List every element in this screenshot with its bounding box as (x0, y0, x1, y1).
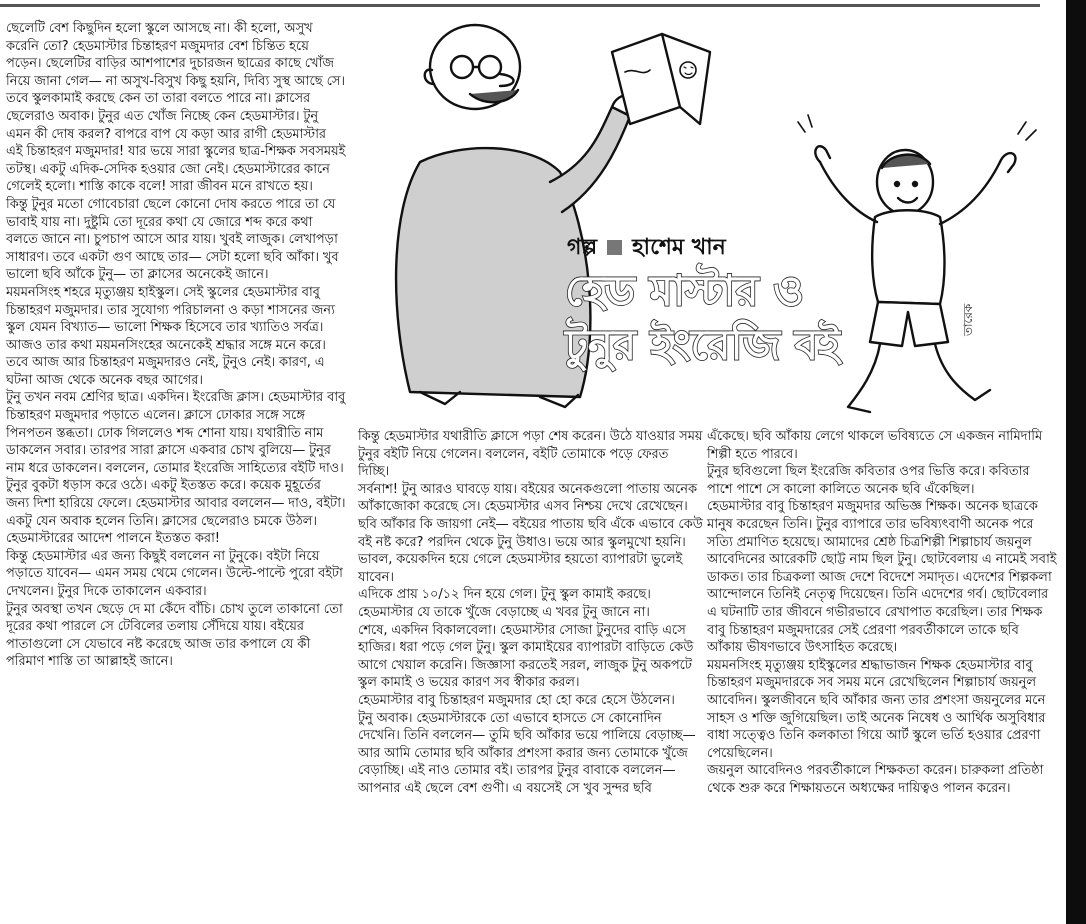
paragraph: টুনুর অবস্থা তখন ছেড়ে দে মা কেঁদে বাঁচি। চোখ তুলে তাকানো তো দূরের কথা পারলে সে টেবিলের তলায় সেঁদিয়ে যায়। বইয়ের পাতাগুলো সে যেভাবে নষ্ট করেছে আজ তার কপালে যে কী পরিমাণ শাস্তি তা আল্লাহই জানে। (6, 601, 343, 670)
paragraph: হেডমাস্টার বাবু চিন্তাহরণ মজুমদার হো হো করে হেসে উঠলেন। (358, 692, 675, 708)
paragraph: এদিকে প্রায় ১০/১২ দিন হয়ে গেল। টুনু স্কুল কামাই করছে। হেডমাস্টার যে তাকে খুঁজে বেড়াচ্ছে এ খবর টুনু জানে না। (358, 587, 651, 620)
paragraph: সর্বনাশ! টুনু আরও ঘাবড়ে যায়। বইয়ের অনেকগুলো পাতায় অনেক আঁকাজোকা করেছে সে। হেডমাস্টার এসব নিশ্চয় দেখে রেখেছেন। ছবি আঁকার কি জায়গা নেই— বইয়ের পাতায় ছবি এঁকে এভাবে কেউ বই নষ্ট করে? পরদিন থেকে টুনু উধাও। ভয়ে আর স্কুলমুখো হয়নি। ভাবল, কয়েকদিন হয়ে গেলে হেডমাস্টার হয়তো ব্যাপারটা ভুলেই যাবেন। (358, 481, 703, 585)
paragraph: ময়মনসিংহ শহরে মৃত্যুঞ্জয় হাইস্কুল। সেই স্কুলের হেডমাস্টার বাবু চিন্তাহরণ মজুমদার। তার সুযোগ্য পরিচালনা ও কড়া শাসনের জন্য স্কুল যেমন বিখ্যাত— ভালো শিক্ষক হিসেবে তার খ্যাতিও সর্বত্র। আজও তার কথা ময়মনসিংহের অনেকেই শ্রদ্ধার সঙ্গে মনে করে। তবে আজ আর চিন্তাহরণ মজুমদারও নেই, টুনুও নেই। কারণ, এ ঘটনা আজ থেকে অনেক বছর আগের। (6, 284, 335, 388)
paragraph: জয়নুল আবেদিনও পরবর্তীকালে শিক্ষকতা করেন। চারুকলা প্রতিষ্ঠা থেকে শুরু করে শিক্ষায়তনে অধ্যক্ষের দায়িত্বও পালন করেন। (707, 763, 1044, 796)
story-title-line-1: হেড মাস্টার ও (565, 266, 805, 315)
top-rule (0, 4, 1040, 7)
paragraph: কিন্তু হেডমাস্টার এর জন্য কিছুই বললেন না টুনুকে। বইটা নিয়ে পড়াতে যাবেন— এমন সময় থেমে গেলেন। উল্টে-পাল্টে পুরো বইটা দেখলেন। টুনুর দিকে তাকালেন একবার। (6, 548, 343, 599)
paragraph: এঁকেছে। ছবি আঁকায় লেগে থাকলে ভবিষ্যতে সে একজন নামিদামি শিল্পী হতে পারবে। (707, 429, 1043, 462)
byline (567, 230, 726, 267)
paragraph: ময়মনসিংহ মৃত্যুঞ্জয় হাইস্কুলের শ্রদ্ধাভাজন শিক্ষক হেডমাস্টার বাবু চিন্তাহরণ মজুমদারকে সব সময় মনে রেখেছিলেন শিল্পাচার্য জয়নুল আবেদিন। স্কুলজীবনে ছবি আঁকার জন্য তার প্রশংসা জয়নুলের মনে সাহস ও শক্তি জুগিয়েছিল। তাই অনেক নিষেধ ও আর্থিক অসুবিধার বাধা সত্ত্বেও তিনি কলকাতা গিয়ে আর্ট স্কুলে ভর্তি হওয়ার প্রেরণা পেয়েছিলেন। (707, 657, 1046, 761)
column-3 (707, 428, 1057, 797)
column-2 (358, 428, 703, 797)
paragraph: টুনু তখন নবম শ্রেণির ছাত্র। একদিন। ইংরেজি ক্লাস। হেডমাস্টার বাবু চিন্তাহরণ মজুমদার পড়াতে এলেন। ক্লাসে ঢোকার সঙ্গে সঙ্গে পিনপতন স্তব্ধতা। ঢোক গিললেও শব্দ শোনা যায়। যথারীতি নাম ডাকলেন সবার। তারপর সারা ক্লাসে একবার চোখ বুলিয়ে— টুনুর নাম ধরে ডাকলেন। বললেন, তোমার ইংরেজি সাহিত্যের বইটি দাও। (6, 390, 346, 476)
boy-shirt (872, 210, 944, 304)
paragraph: টুনুর ছবিগুলো ছিল ইংরেজি কবিতার ওপর ভিত্তি করে। কবিতার পাশে পাশে সে কালো কালিতে অনেক ছবি এঁকেছিল। (707, 464, 1030, 497)
paragraph: কিন্তু টুনুর মতো গোবেচারা ছেলে কোনো দোষ করতে পারে তা যে ভাবাই যায় না। দুষ্টুমি তো দূরের কথা যে জোরে শব্দ করে কথা বলতে জানে না। চুপচাপ আসে আর যায়। খুবই লাজুক। লেখাপড়া সাধারণ। তবে একটা গুণ আছে তার— সেটা হলো ছবি আঁকা। খুব ভালো ছবি আঁকে টুনু— তা ক্লাসের অনেকেই জানে। (6, 196, 339, 283)
paragraph: কিন্তু হেডমাস্টার যথারীতি ক্লাসে পড়া শেষ করেন। উঠে যাওয়ার সময় টুনুর বইটি নিয়ে গেলেন। বললেন, বইটি তোমাকে পড়ে ফেরত দিচ্ছি। (358, 429, 703, 480)
headmaster-arm (550, 107, 630, 212)
column-1 (6, 20, 346, 671)
story-title-line-2: টুনুর ইংরেজি বই (565, 320, 841, 369)
separator-square (607, 240, 622, 255)
paragraph: হেডমাস্টার বাবু চিন্তাহরণ মজুমদার অভিজ্ঞ শিক্ষক। অনেক ছাত্রকে মানুষ করেছেন তিনি। টুনুর ব্যাপারে তার ভবিষ্যৎবাণী অনেক পরে সত্যি প্রমাণিত হয়েছে। আমাদের শ্রেষ্ঠ চিত্রশিল্পী শিল্পাচার্য জয়নুল আবেদিনের আরেকটি ছোট্ট নাম ছিল টুনু। ছোটবেলায় এ নামেই সবাই ডাকত। তার চিত্রকলা আজ দেশে বিদেশে সমাদৃত। এদেশের শিল্পকলা আন্দোলনে তিনিই নেতৃত্ব দিয়েছেন। তিনি এদেশের গর্ব। ছোটবেলার এ ঘটনাটি তার জীবনে গভীরভাবে রেখাপাত করেছিল। তার শিক্ষক বাবু চিন্তাহরণ মজুমদারের সেই প্রেরণা পরবর্তীকালে তাকে ছবি আঁকায় ভীষণভাবে উৎসাহিত করেছে। (707, 499, 1057, 656)
paragraph: শেষে, একদিন বিকালবেলা। হেডমাস্টার সোজা টুনুদের বাড়ি এসে হাজির। ধরা পড়ে গেল টুনু। স্কুল কামাইয়ের ব্যাপারটা বাড়িতে কেউ আগে খেয়াল করেনি। জিজ্ঞাসা করতেই সরল, লাজুক টুনু অকপটে স্কুল কামাই ও ভয়ের কারণ সব স্বীকার করল। (358, 622, 694, 691)
artist-signature: তারেক (961, 303, 975, 336)
right-edge-bar (1066, 0, 1086, 924)
paragraph: টুনু অবাক। হেডমাস্টারকে তো এভাবে হাসতে সে কোনোদিন দেখেনি। তিনি বললেন— তুমি ছবি আঁকার ভয়ে পালিয়ে বেড়াচ্ছ— আর আমি তোমার ছবি আঁকার প্রশংসা করার জন্য তোমাকে খুঁজে বেড়াচ্ছি। এই নাও তোমার বই। তারপর টুনুর বাবাকে বললেন— আপনার এই ছেলে বেশ গুণী। এ বয়সেই সে খুব সুন্দর ছবি (358, 710, 696, 796)
paragraph: ছেলেটি বেশ কিছুদিন হলো স্কুলে আসছে না। কী হলো, অসুখ করেনি তো? হেডমাস্টার চিন্তাহরণ মজুমদার বেশ চিন্তিত হয়ে পড়েন। ছেলেটির বাড়ির আশপাশের দুচারজন ছাত্রের কাছে খোঁজ নিয়ে জানা গেল— না অসুখ-বিসুখ কিছু হয়নি, দিব্যি সুস্থ আছে সে। তবে স্কুলকামাই করছে কেন তা তারা বলতে পারে না। ক্লাসের ছেলেরাও অবাক। টুনুর এত খোঁজ নিচ্ছে কেন হেডমাস্টার। টুনু এমন কী দোষ করল? বাপরে বাপ যে কড়া আর রাগী হেডমাস্টার এই চিন্তাহরণ মজুমদার! যার ভয়ে সারা স্কুলের ছাত্র-শিক্ষক সবসময়ই তটস্থ। একটু এদিক-সেদিক হওয়ার জো নেই। হেডমাস্টারের কানে গেলেই হলো। শাস্তি কাকে বলে! সারা জীবন মনে রাখতে হয়। (6, 21, 346, 195)
raised-book (612, 34, 680, 124)
byline-genre: গল্প (567, 235, 598, 260)
paragraph: টুনুর বুকটা ধড়াস করে ওঠে। একটু ইতস্তত করে। কয়েক মুহূর্তের জন্য দিশা হারিয়ে ফেলে। হেডমাস্টার আবার বললেন— দাও, বইটা। একটু যেন অবাক হলেন তিনি। ক্লাসের ছেলেরাও চমকে উঠল। হেডমাস্টারের আদেশ পালনে ইতস্তত করা! (6, 478, 346, 547)
byline-author: হাশেম খান (632, 235, 726, 260)
